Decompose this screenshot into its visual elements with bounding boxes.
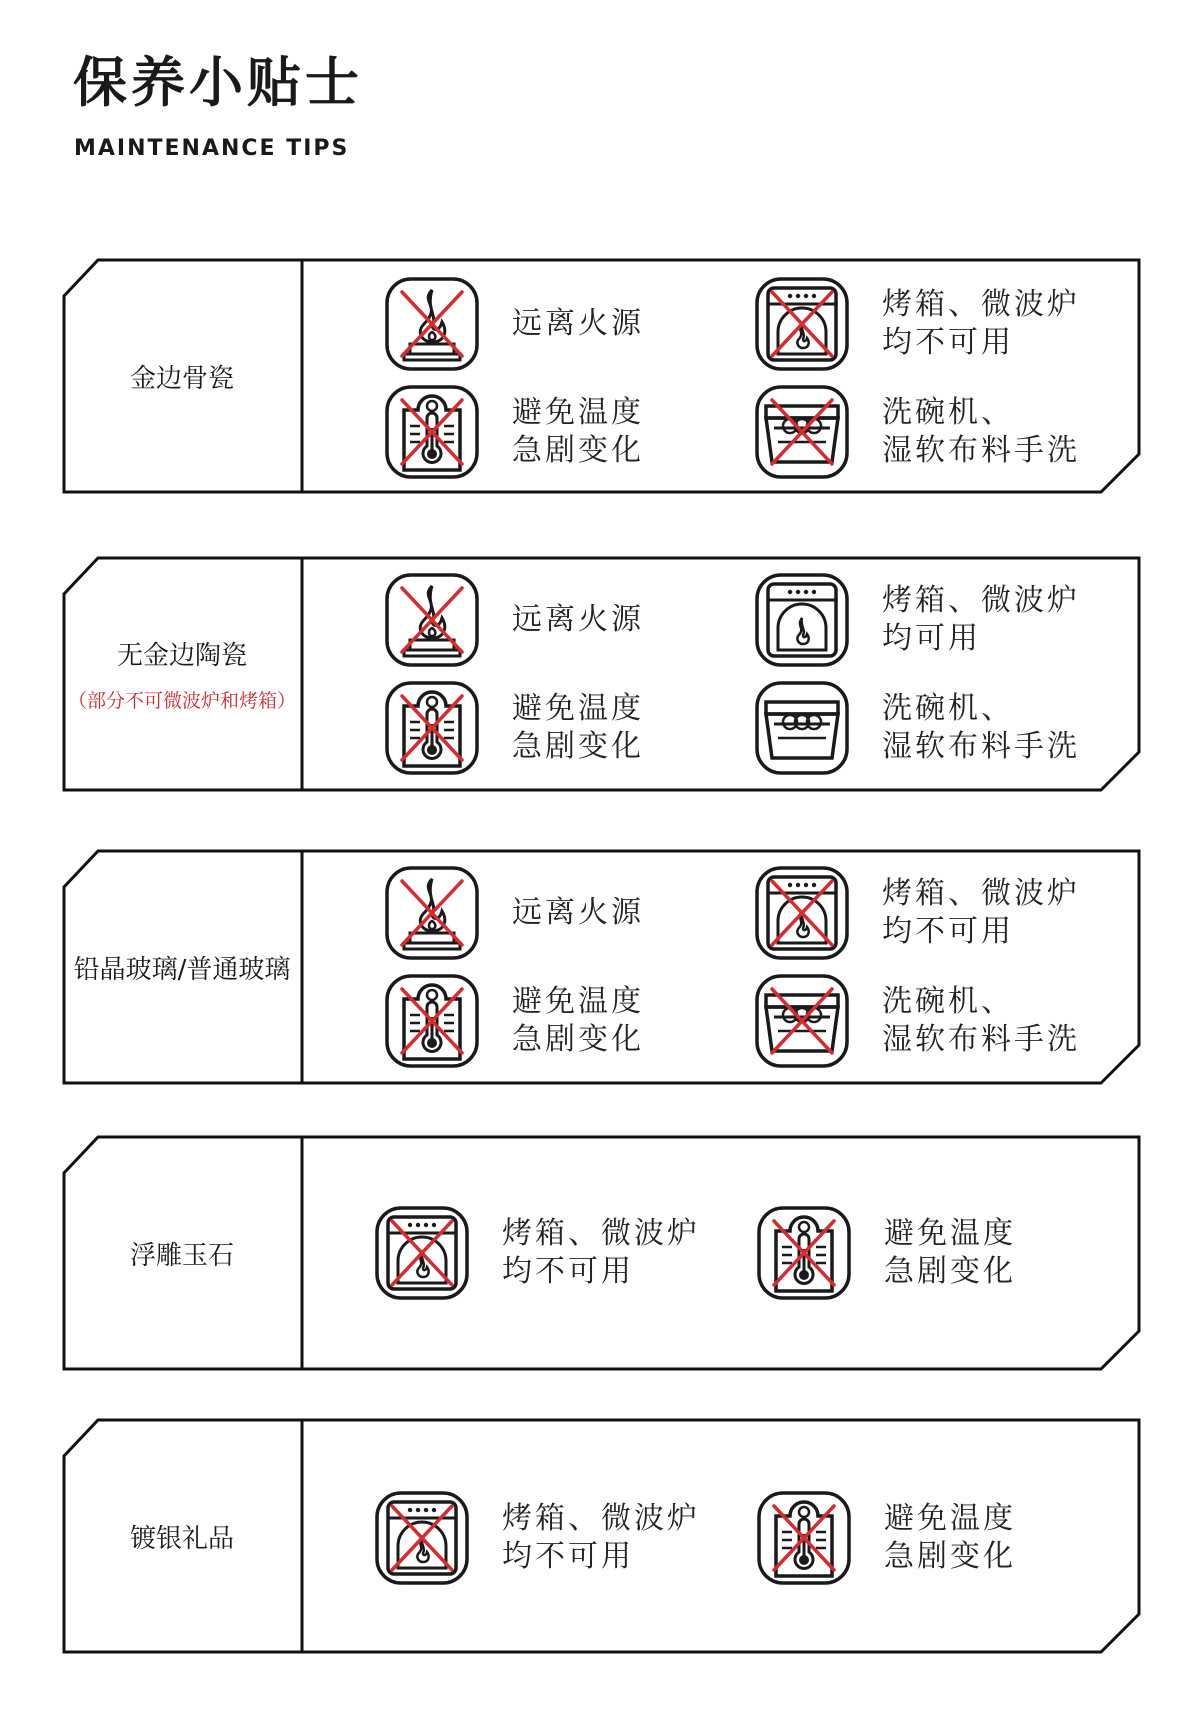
category-cell <box>62 1135 302 1371</box>
category-cell <box>62 849 302 1085</box>
tip-label: 避免温度 急剧变化 <box>512 395 644 468</box>
tip-label: 烤箱、微波炉 均不可用 <box>502 1501 700 1574</box>
tip-fire <box>382 863 644 963</box>
tip-dishwasher <box>752 678 1080 778</box>
tip-label: 洗碗机、 湿软布料手洗 <box>882 395 1080 468</box>
tip-label: 避免温度 急剧变化 <box>884 1501 1016 1574</box>
tip-oven <box>752 570 1080 670</box>
tip-oven <box>372 1203 700 1303</box>
tip-temperature <box>382 382 644 482</box>
tip-temperature <box>382 678 644 778</box>
temperature-prohibited-icon <box>754 1488 854 1588</box>
tip-label: 洗碗机、 湿软布料手洗 <box>882 691 1080 764</box>
oven-prohibited-icon <box>372 1488 472 1588</box>
page-subtitle: MAINTENANCE TIPS <box>74 136 350 161</box>
tip-fire <box>382 274 644 374</box>
tip-label: 远离火源 <box>512 602 644 637</box>
category-note: （部分不可微波炉和烤箱） <box>67 690 296 712</box>
tip-label: 烤箱、微波炉 均不可用 <box>502 1216 700 1289</box>
tip-label: 洗碗机、 湿软布料手洗 <box>882 984 1080 1057</box>
category-name: 浮雕玉石 <box>129 1240 234 1271</box>
fire-prohibited-icon <box>382 863 482 963</box>
tip-label: 烤箱、微波炉 均可用 <box>882 583 1080 656</box>
dishwasher-allowed-icon <box>752 678 852 778</box>
tip-oven <box>752 274 1080 374</box>
care-card <box>62 258 1142 494</box>
category-name: 无金边陶瓷 <box>116 641 247 671</box>
tip-temperature <box>754 1203 1016 1303</box>
tip-label: 避免温度 急剧变化 <box>512 984 644 1057</box>
temperature-prohibited-icon <box>382 971 482 1071</box>
oven-prohibited-icon <box>752 274 852 374</box>
oven-prohibited-icon <box>752 863 852 963</box>
temperature-prohibited-icon <box>382 382 482 482</box>
tip-temperature <box>382 971 644 1071</box>
tip-oven <box>372 1488 700 1588</box>
tip-oven <box>752 863 1080 963</box>
fire-prohibited-icon <box>382 570 482 670</box>
tip-label: 避免温度 急剧变化 <box>512 691 644 764</box>
oven-allowed-icon <box>752 570 852 670</box>
tip-label: 远离火源 <box>512 306 644 341</box>
tip-fire <box>382 570 644 670</box>
care-card <box>62 1135 1142 1371</box>
dishwasher-prohibited-icon <box>752 971 852 1071</box>
care-card <box>62 556 1142 792</box>
tip-temperature <box>754 1488 1016 1588</box>
care-card <box>62 849 1142 1085</box>
tip-label: 远离火源 <box>512 895 644 930</box>
tip-label: 烤箱、微波炉 均不可用 <box>882 876 1080 949</box>
category-name: 金边骨瓷 <box>129 363 234 394</box>
category-cell <box>62 258 302 494</box>
category-cell <box>62 556 302 792</box>
temperature-prohibited-icon <box>754 1203 854 1303</box>
dishwasher-prohibited-icon <box>752 382 852 482</box>
category-name: 镀银礼品 <box>129 1523 234 1554</box>
category-name: 铅晶玻璃/普通玻璃 <box>73 954 291 985</box>
tip-label: 避免温度 急剧变化 <box>884 1216 1016 1289</box>
care-card <box>62 1418 1142 1654</box>
tip-dishwasher <box>752 971 1080 1071</box>
category-cell <box>62 1418 302 1654</box>
tip-label: 烤箱、微波炉 均不可用 <box>882 287 1080 360</box>
temperature-prohibited-icon <box>382 678 482 778</box>
page-title: 保养小贴士 <box>73 51 363 114</box>
fire-prohibited-icon <box>382 274 482 374</box>
oven-prohibited-icon <box>372 1203 472 1303</box>
tip-dishwasher <box>752 382 1080 482</box>
